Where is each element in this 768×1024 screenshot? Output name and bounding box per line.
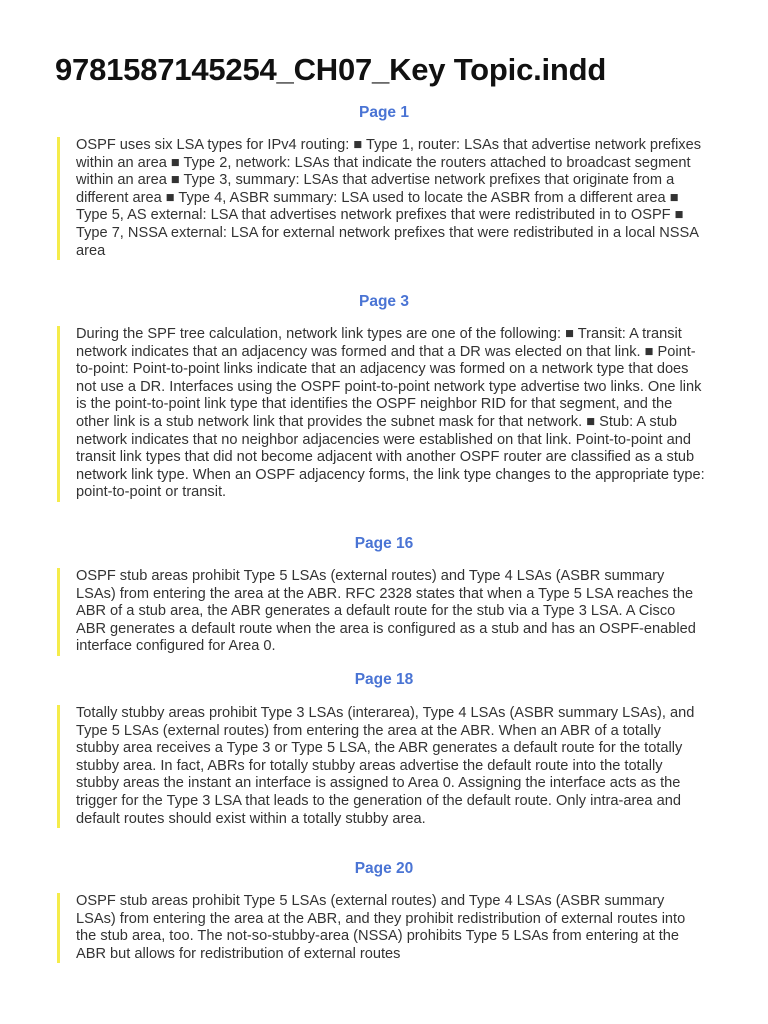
page-1-heading[interactable]: Page 1: [359, 104, 409, 121]
page-18-highlight-text: Totally stubby areas prohibit Type 3 LSAs (interarea), Type 4 LSAs (ASBR summary LSAs), and Type 5 LSAs (external routes) from entering the area at the ABR. When an ABR of a totally stubby area receives a Type 3 or Type 5 LSA, the ABR generates a default route for the totally stubby area. In fact, ABRs for totally stubby areas advertise the default route into the totally stubby areas the instant an interface is assigned to Area 0. Assigning the interface acts as the trigger for the Type 3 LSA that leads to the generation of the default route. Only intra-area and default routes should exist within a totally stubby area.: [57, 705, 706, 828]
page-18-heading[interactable]: Page 18: [354, 671, 414, 688]
page-20-highlight-text: OSPF stub areas prohibit Type 5 LSAs (external routes) and Type 4 LSAs (ASBR summary LSAs) from entering the area at the ABR, and they prohibit redistribution of external routes into the stub area, too. The not-so-stubby-area (NSSA) prohibits Type 5 LSAs from entering at the ABR but allows for redistribution of external routes: [57, 893, 706, 963]
page-3-heading[interactable]: Page 3: [359, 293, 409, 310]
document-title: 9781587145254_CH07_Key Topic.indd: [55, 52, 607, 87]
page-16-heading[interactable]: Page 16: [354, 535, 414, 552]
page-3-highlight-text: During the SPF tree calculation, network link types are one of the following: ■ Transit: A transit network indicates that an adjacency was formed and that a DR was elected on that link. ■ Point-to-point: Point-to-point links indicate that an adjacency was formed on a network type that does not use a DR. Interfaces using the OSPF point-to-point network type advertise two links. One link is the point-to-point link type that identifies the OSPF neighbor RID for that segment, and the other link is a stub network link that provides the subnet mask for that network. ■ Stub: A stub network indicates that no neighbor adjacencies were established on that link. Point-to-point and transit link types that did not become adjacent with another OSPF router are classified as a stub network link type. When an OSPF adjacency forms, the link type changes to the appropriate type: point-to-point or transit.: [57, 326, 706, 502]
page-16-highlight-text: OSPF stub areas prohibit Type 5 LSAs (external routes) and Type 4 LSAs (ASBR summary LSAs) from entering the area at the ABR. RFC 2328 states that when a Type 5 LSA reaches the ABR of a stub area, the ABR generates a default route for the stub via a Type 3 LSA. A Cisco ABR generates a default route when the area is configured as a stub and has an OSPF-enabled interface configured for Area 0.: [57, 568, 706, 656]
page-1-highlight-text: OSPF uses six LSA types for IPv4 routing: ■ Type 1, router: LSAs that advertise network prefixes within an area ■ Type 2, network: LSAs that indicate the routers attached to broadcast segment within an area ■ Type 3, summary: LSAs that advertise network prefixes that originate from a different area ■ Type 4, ASBR summary: LSA used to locate the ASBR from a different area ■ Type 5, AS external: LSA that advertises network prefixes that were redistributed in to OSPF ■ Type 7, NSSA external: LSA for external network prefixes that were redistributed in a local NSSA area: [57, 137, 706, 260]
page-20-heading[interactable]: Page 20: [354, 860, 414, 877]
